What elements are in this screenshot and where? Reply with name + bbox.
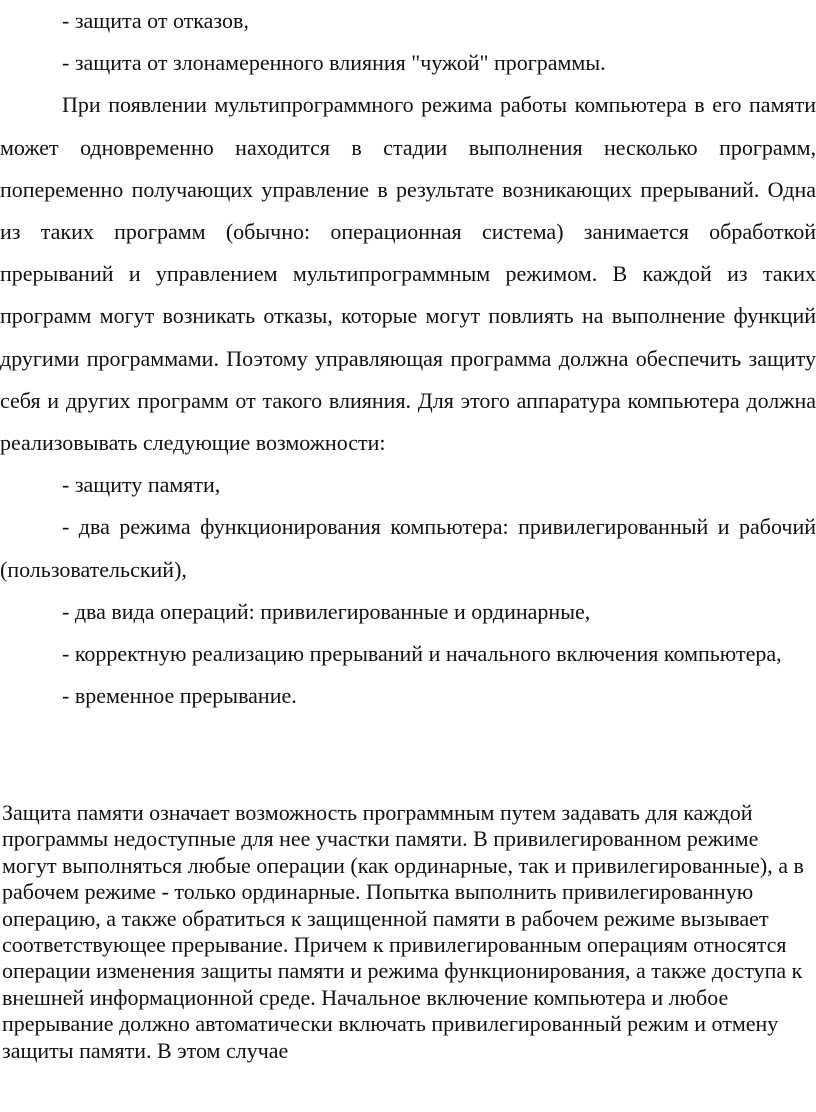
list-item: - два вида операций: привилегированные и ординарные, [62, 598, 591, 624]
body-paragraph: При появлении мультипрограммного режима работы компьютера в его памяти может одновременно находится в стадии выполнения несколько программ, попеременно получающих управление в результате возникающих прерываний. Одна из таких программ (обычно: операционная система) занимается обработкой прерываний и управлением мультипрограммным режимом. В каждой из таких программ могут возникать отказы, которые могут повлиять на выполнение функций другими программами. Поэтому управляющая программа должна обеспечить защиту себя и других программ от такого влияния. Для этого аппаратура компьютера должна реализовывать следующие возможности: [0, 92, 816, 456]
list-item: - два режима функционирования компьютера: привилегированный и рабочий (пользовательский), [0, 514, 816, 582]
list-item: - временное прерывание. [62, 683, 297, 709]
document-bottom-section [2, 800, 814, 1064]
list-item: - корректную реализацию прерываний и начального включения компьютера, [62, 641, 782, 667]
body-paragraph: Защита памяти означает возможность программным путем задавать для каждой программы недоступные для нее участки памяти. В привилегированном режиме могут выполняться любые операции (как ординарные, так и привилегированные), а в рабочем режиме - только ординарные. Попытка выполнить привилегированную операцию, а также обратиться к защищенной памяти в рабочем режиме вызывает соответствующее прерывание. Причем к привилегированным операциям относятся операции изменения защиты памяти и режима функционирования, а также доступа к внешней информационной среде. Начальное включение компьютера и любое прерывание должно автоматически включать привилегированный режим и отмену защиты памяти. В этом случае [2, 800, 804, 1063]
list-item: - защита от злонамеренного влияния "чужой" программы. [62, 50, 606, 76]
list-item: - защита от отказов, [62, 8, 249, 33]
list-item: - защиту памяти, [62, 472, 221, 498]
